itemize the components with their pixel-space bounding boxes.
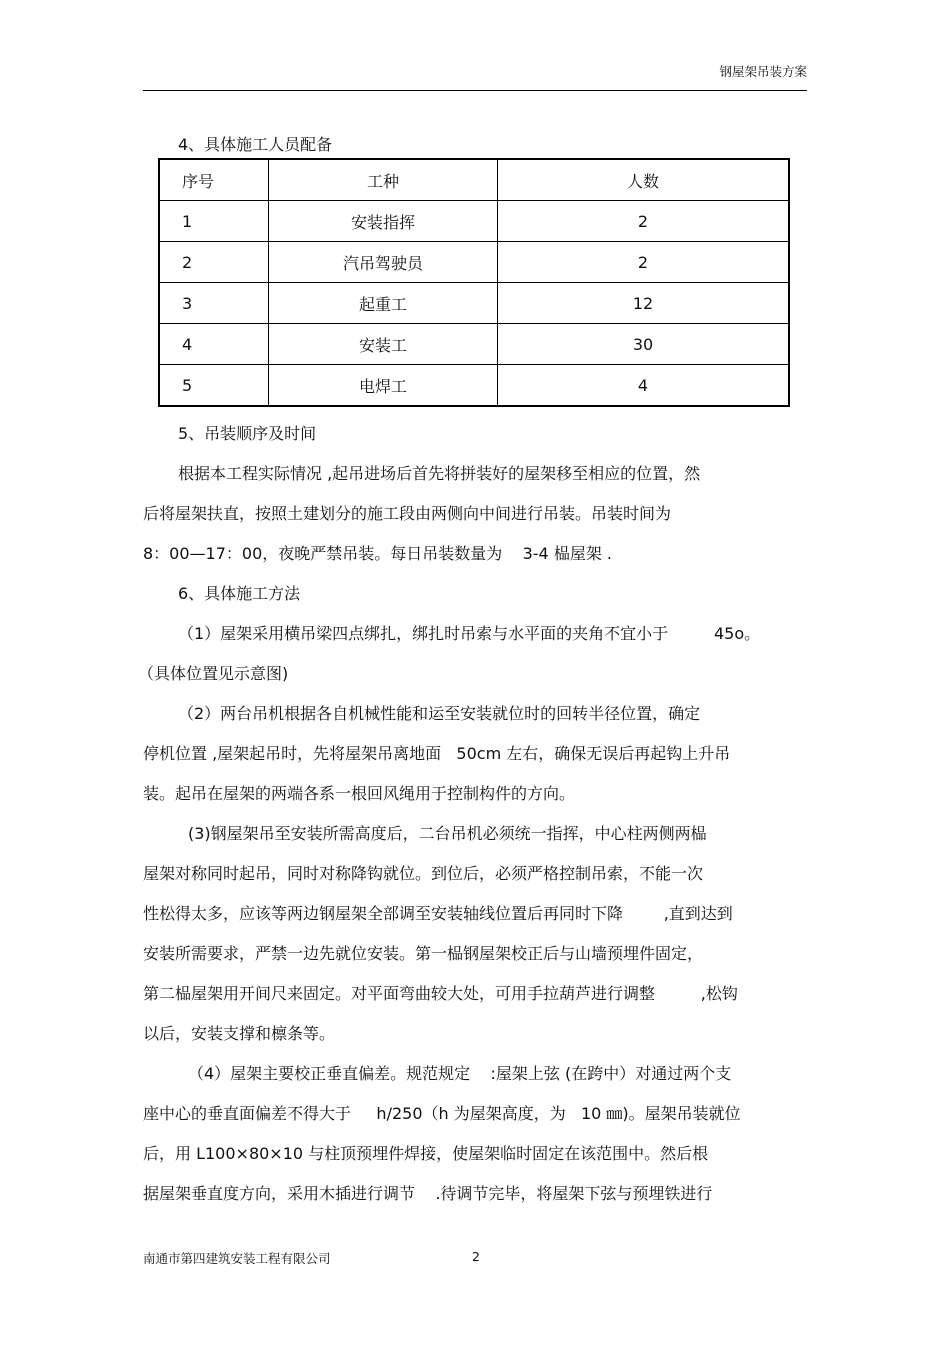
table-cell: 5 [159, 365, 269, 407]
header-rule [143, 90, 807, 91]
paragraph-line: 屋架对称同时起吊，同时对称降钩就位。到位后，必须严格控制吊索，不能一次 [143, 864, 704, 883]
staff-table [158, 158, 790, 407]
table-cell: 12 [498, 283, 790, 324]
table-header-row [159, 159, 789, 201]
footer-company: 南通市第四建筑安装工程有限公司 [143, 1251, 331, 1266]
paragraph-line: 根据本工程实际情况 ,起吊进场后首先将拼装好的屋架移至相应的位置，然 [178, 464, 701, 483]
page-number: 2 [472, 1249, 480, 1264]
paragraph-line: 后，用 L100×80×10 与柱顶预埋件焊接，使屋架临时固定在该范围中。然后根 [143, 1144, 709, 1163]
paragraph-line: （1）屋架采用横吊梁四点绑扎，绑扎时吊索与水平面的夹角不宜小于 45o。 [178, 624, 761, 643]
paragraph-line: （具体位置见示意图) [138, 664, 289, 683]
table-cell: 30 [498, 324, 790, 365]
paragraph-line: 停机位置 ,屋架起吊时，先将屋架吊离地面 50cm 左右，确保无误后再起钩上升吊 [143, 744, 731, 763]
header-cell-count: 人数 [498, 159, 790, 201]
header-cell-trade: 工种 [269, 159, 498, 201]
table-cell: 电焊工 [269, 365, 498, 407]
section4-title: 4、具体施工人员配备 [178, 135, 333, 154]
paragraph-line: 后将屋架扶直，按照土建划分的施工段由两侧向中间进行吊装。吊装时间为 [143, 504, 672, 523]
paragraph-line: (3)钢屋架吊至安装所需高度后，二台吊机必须统一指挥，中心柱两侧两榀 [188, 824, 707, 843]
table-cell: 汽吊驾驶员 [269, 242, 498, 283]
paragraph-line: 以后，安装支撑和檩条等。 [143, 1024, 336, 1043]
table-cell: 起重工 [269, 283, 498, 324]
table-row [159, 365, 789, 407]
table-cell: 安装工 [269, 324, 498, 365]
paragraph-line: 安装所需要求，严禁一边先就位安装。第一榀钢屋架校正后与山墙预埋件固定， [143, 944, 704, 963]
section6-title: 6、具体施工方法 [178, 584, 301, 603]
table-row [159, 201, 789, 242]
table-row [159, 283, 789, 324]
table-cell: 安装指挥 [269, 201, 498, 242]
paragraph-line: 据屋架垂直度方向，采用木插进行调节 .待调节完毕，将屋架下弦与预埋铁进行 [143, 1184, 713, 1203]
header-cell-index: 序号 [159, 159, 269, 201]
table-cell: 2 [498, 242, 790, 283]
section5-title: 5、吊装顺序及时间 [178, 424, 317, 443]
table-cell: 2 [498, 201, 790, 242]
table-cell: 1 [159, 201, 269, 242]
paragraph-line: （2）两台吊机根据各自机械性能和运至安装就位时的回转半径位置，确定 [178, 704, 701, 723]
table-cell: 2 [159, 242, 269, 283]
paragraph-line: 装。起吊在屋架的两端各系一根回风绳用于控制构件的方向。 [143, 784, 576, 803]
paragraph-line: 座中心的垂直面偏差不得大于 h/250（h 为屋架高度，为 10 ㎜)。屋架吊装就位 [143, 1104, 741, 1123]
table-row [159, 324, 789, 365]
table-row [159, 242, 789, 283]
table-cell: 4 [498, 365, 790, 407]
paragraph-line: 8：00—17：00，夜晚严禁吊装。每日吊装数量为 3-4 榀屋架 . [143, 544, 612, 563]
paragraph-line: 性松得太多，应该等两边钢屋架全部调至安装轴线位置后再同时下降 ,直到达到 [143, 904, 733, 923]
paragraph-line: 第二榀屋架用开间尺来固定。对平面弯曲较大处，可用手拉葫芦进行调整 ,松钩 [143, 984, 738, 1003]
table-cell: 4 [159, 324, 269, 365]
paragraph-line: （4）屋架主要校正垂直偏差。规范规定 :屋架上弦 (在跨中）对通过两个支 [188, 1064, 732, 1083]
table-cell: 3 [159, 283, 269, 324]
header-title: 钢屋架吊装方案 [719, 64, 807, 79]
